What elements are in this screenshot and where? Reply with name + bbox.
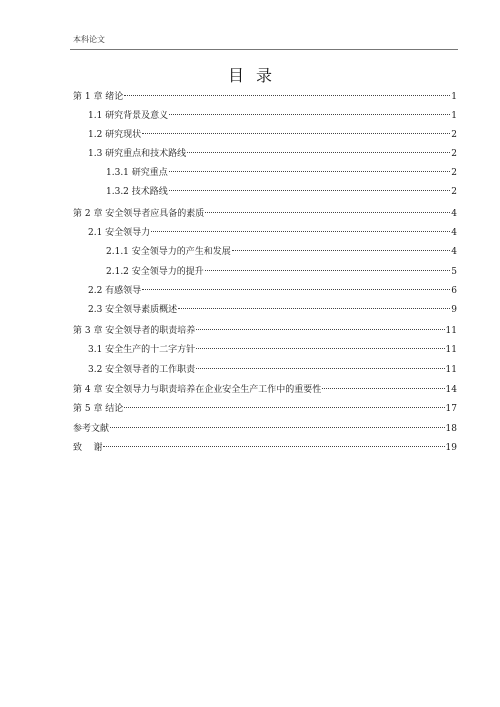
- toc-entry-page: 1: [451, 111, 457, 121]
- toc-entry-label: 3.2 安全领导者的工作职责: [88, 365, 196, 375]
- toc-leader-dots: [124, 407, 444, 408]
- toc-leader-dots: [205, 270, 451, 271]
- toc-entry-page: 2: [451, 168, 457, 178]
- toc-entry-section-1-3[interactable]: [88, 147, 457, 161]
- toc-leader-dots: [196, 368, 444, 369]
- toc-leader-dots: [142, 289, 450, 290]
- toc-entry-section-1-2[interactable]: [88, 128, 457, 142]
- toc-entry-page: 11: [445, 365, 457, 375]
- toc-entry-section-2-2[interactable]: [88, 284, 457, 298]
- toc-entry-section-2-1-1[interactable]: [106, 245, 457, 259]
- toc-entry-acknowledgements[interactable]: [73, 441, 457, 455]
- toc-entry-section-2-1[interactable]: [88, 226, 457, 240]
- toc-entry-page: 5: [451, 267, 457, 277]
- toc-entry-label: 1.1 研究背景及意义: [88, 111, 169, 121]
- toc-entry-page: 6: [451, 286, 457, 296]
- toc-leader-dots: [103, 446, 444, 447]
- toc-entry-label: 参考文献: [73, 424, 110, 434]
- toc-entry-section-3-1[interactable]: [88, 343, 457, 357]
- toc-entry-chapter-3[interactable]: [73, 324, 457, 338]
- toc-entry-page: 2: [451, 187, 457, 197]
- toc-entry-section-1-3-1[interactable]: [106, 166, 457, 180]
- toc-leader-dots: [169, 114, 450, 115]
- running-header: 本科论文: [73, 35, 105, 44]
- toc-entry-label: 第 4 章 安全领导力与职责培养在企业安全生产工作中的重要性: [73, 385, 322, 395]
- toc-entry-label: 2.1.2 安全领导力的提升: [106, 267, 204, 277]
- toc-leader-dots: [232, 250, 451, 251]
- toc-leader-dots: [178, 308, 450, 309]
- toc-entry-page: 18: [445, 424, 457, 434]
- toc-entry-section-1-3-2[interactable]: [106, 185, 457, 199]
- toc-leader-dots: [169, 190, 451, 191]
- toc-entry-section-3-2[interactable]: [88, 363, 457, 377]
- toc-entry-label: 2.3 安全领导素质概述: [88, 305, 178, 315]
- toc-entry-page: 4: [451, 228, 457, 238]
- toc-entry-page: 2: [451, 149, 457, 159]
- toc-entry-page: 1: [451, 92, 457, 102]
- toc-entry-label: 1.3.2 技术路线: [106, 187, 168, 197]
- toc-entry-label: 2.2 有感领导: [88, 286, 142, 296]
- toc-entry-label: 1.2 研究现状: [88, 130, 142, 140]
- toc-entry-label: 第 2 章 安全领导者应具备的素质: [73, 209, 205, 219]
- toc-entry-page: 11: [445, 345, 457, 355]
- toc-entry-label: 第 1 章 绪论: [73, 92, 124, 102]
- toc-entry-label: 致 谢: [73, 443, 103, 453]
- toc-entry-section-2-1-2[interactable]: [106, 265, 457, 279]
- toc-entry-chapter-1[interactable]: [73, 90, 457, 104]
- toc-entry-page: 9: [451, 305, 457, 315]
- toc-entry-page: 2: [451, 130, 457, 140]
- toc-title: 目录: [227, 66, 284, 85]
- toc-leader-dots: [196, 329, 444, 330]
- toc-entry-page: 14: [445, 385, 457, 395]
- toc-leader-dots: [151, 231, 450, 232]
- toc-entry-chapter-2[interactable]: [73, 207, 457, 221]
- toc-entry-chapter-5[interactable]: [73, 402, 457, 416]
- toc-entry-page: 17: [445, 404, 457, 414]
- toc-leader-dots: [142, 133, 450, 134]
- toc-leader-dots: [187, 152, 450, 153]
- toc-leader-dots: [169, 171, 451, 172]
- toc-leader-dots: [196, 348, 444, 349]
- header-divider: [70, 49, 458, 50]
- toc-entry-label: 第 5 章 结论: [73, 404, 124, 414]
- toc-entry-page: 4: [451, 209, 457, 219]
- toc-entry-references[interactable]: [73, 422, 457, 436]
- toc-leader-dots: [110, 427, 445, 428]
- toc-entry-label: 1.3 研究重点和技术路线: [88, 149, 187, 159]
- toc-entry-label: 3.1 安全生产的十二字方针: [88, 345, 196, 355]
- toc-entry-page: 19: [445, 443, 457, 453]
- toc-entry-chapter-4[interactable]: [73, 383, 457, 397]
- toc-entry-label: 2.1 安全领导力: [88, 228, 151, 238]
- toc-entry-section-2-3[interactable]: [88, 303, 457, 317]
- toc-entry-label: 2.1.1 安全领导力的产生和发展: [106, 247, 231, 257]
- toc-leader-dots: [205, 212, 450, 213]
- toc-leader-dots: [124, 95, 450, 96]
- toc-entry-page: 11: [445, 326, 457, 336]
- toc-entry-label: 1.3.1 研究重点: [106, 168, 168, 178]
- toc-entry-section-1-1[interactable]: [88, 109, 457, 123]
- toc-leader-dots: [322, 388, 444, 389]
- toc-entry-label: 第 3 章 安全领导者的职责培养: [73, 326, 196, 336]
- toc-entry-page: 4: [451, 247, 457, 257]
